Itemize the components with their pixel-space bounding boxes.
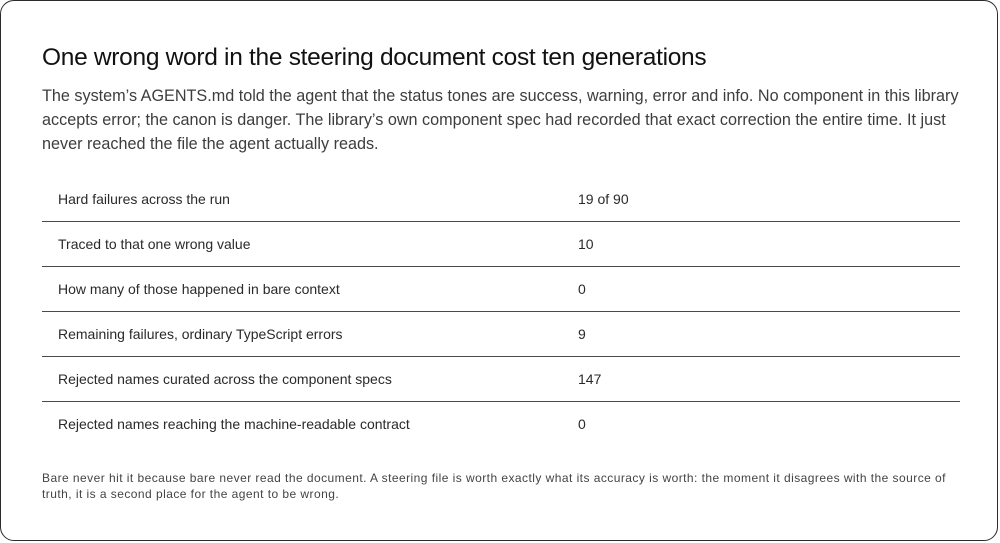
row-label: Rejected names curated across the component specs [58, 371, 392, 387]
table-row [42, 177, 960, 222]
table-row [42, 267, 960, 312]
row-label: Remaining failures, ordinary TypeScript errors [58, 326, 343, 342]
article-title: One wrong word in the steering document cost ten generations [42, 44, 707, 71]
row-value: 19 of 90 [578, 191, 629, 207]
row-label: Traced to that one wrong value [58, 236, 251, 252]
stats-table [42, 177, 960, 446]
row-value: 147 [578, 371, 602, 387]
row-value: 0 [578, 281, 586, 297]
article-footnote: Bare never hit it because bare never read the document. A steering file is worth exactly what its accuracy is worth: the moment it disagrees with the source of truth, it is a second place for the agent to be wrong. [42, 471, 946, 501]
table-row [42, 402, 960, 447]
row-value: 10 [578, 236, 594, 252]
row-value: 9 [578, 326, 586, 342]
table-row [42, 312, 960, 357]
article-lede: The system’s AGENTS.md told the agent that the status tones are success, warning, error and info. No component in this library accepts error; the canon is danger. The library’s own component spec had recorded that exact correction the entire time. It just never reached the file the agent actually reads. [42, 87, 959, 153]
row-label: Hard failures across the run [58, 191, 230, 207]
table-row [42, 222, 960, 267]
row-label: How many of those happened in bare context [58, 281, 340, 297]
row-value: 0 [578, 416, 586, 432]
table-row [42, 357, 960, 402]
row-label: Rejected names reaching the machine-readable contract [58, 416, 410, 432]
